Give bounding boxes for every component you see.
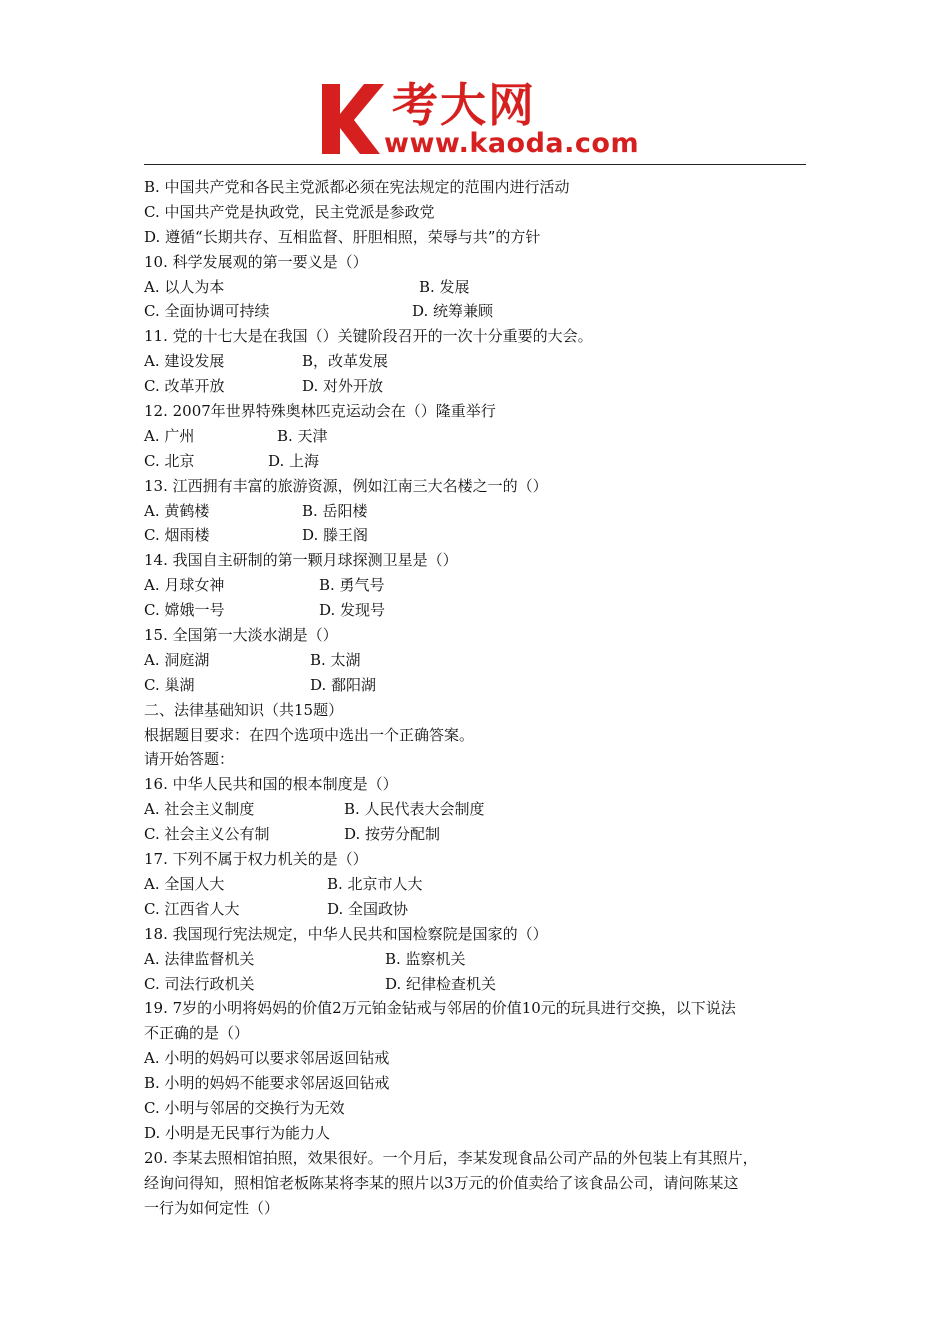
text-line: 20. 李某去照相馆拍照，效果很好。一个月后，李某发现食品公司产品的外包装上有其照片， — [144, 1148, 758, 1167]
document-body — [144, 175, 814, 1220]
option-row — [144, 797, 814, 822]
text-line: 15. 全国第一大淡水湖是（） — [144, 626, 338, 645]
text-line: B. 小明的妈妈不能要求邻居返回钻戒 — [144, 1074, 390, 1093]
option-row — [144, 424, 814, 449]
option-right: B. 岳阳楼 — [302, 501, 368, 520]
text-line: 二、法律基础知识（共15题） — [144, 700, 344, 719]
option-left: A. 洞庭湖 — [144, 650, 210, 669]
text-line: D. 小明是无民事行为能力人 — [144, 1123, 331, 1142]
option-row — [144, 972, 814, 997]
option-right: B，改革发展 — [302, 352, 389, 371]
option-left: C. 烟雨楼 — [144, 526, 210, 545]
option-left: A. 广州 — [144, 426, 195, 445]
option-right: B. 人民代表大会制度 — [344, 800, 485, 819]
option-row — [144, 499, 814, 524]
option-row — [144, 872, 814, 897]
option-right: B. 勇气号 — [319, 576, 385, 595]
text-line: 10. 科学发展观的第一要义是（） — [144, 252, 368, 271]
text-line: 11. 党的十七大是在我国（）关键阶段召开的一次十分重要的大会。 — [144, 327, 593, 346]
text-line: 一行为如何定性（） — [144, 1198, 280, 1217]
text-line: C. 中国共产党是执政党，民主党派是参政党 — [144, 202, 435, 221]
option-left: A. 建设发展 — [144, 352, 225, 371]
text-line: 12. 2007年世界特殊奥林匹克运动会在（）隆重举行 — [144, 402, 496, 421]
option-row — [144, 947, 814, 972]
option-right: B. 发展 — [419, 277, 470, 296]
option-left: A. 法律监督机关 — [144, 949, 255, 968]
option-left: A. 社会主义制度 — [144, 800, 255, 819]
text-line: 经询问得知，照相馆老板陈某将李某的照片以3万元的价值卖给了该食品公司，请问陈某这 — [144, 1173, 739, 1192]
kaoda-logo — [318, 78, 638, 160]
option-row — [144, 648, 814, 673]
option-left: C. 社会主义公有制 — [144, 825, 270, 844]
logo-url: www.kaoda.com — [384, 128, 640, 159]
option-left: A. 黄鹤楼 — [144, 501, 210, 520]
option-left: A. 月球女神 — [144, 576, 225, 595]
option-row — [144, 349, 814, 374]
option-row — [144, 673, 814, 698]
text-line: C. 小明与邻居的交换行为无效 — [144, 1098, 345, 1117]
option-row — [144, 822, 814, 847]
text-line: A. 小明的妈妈可以要求邻居返回钻戒 — [144, 1049, 390, 1068]
logo-text: 考大网 — [392, 78, 536, 132]
text-line: 19. 7岁的小明将妈妈的价值2万元铂金钻戒与邻居的价值10元的玩具进行交换，以下说法 — [144, 999, 736, 1018]
option-row — [144, 299, 814, 324]
option-left: A. 全国人大 — [144, 874, 225, 893]
option-right: B. 太湖 — [310, 650, 361, 669]
option-right: D. 发现号 — [319, 601, 386, 620]
option-left: C. 江西省人大 — [144, 899, 240, 918]
option-row — [144, 449, 814, 474]
option-right: B. 北京市人大 — [327, 874, 423, 893]
text-line: 请开始答题： — [144, 750, 235, 769]
text-line: D. 遵循“长期共存、互相监督、肝胆相照，荣辱与共”的方针 — [144, 227, 541, 246]
option-right: B. 天津 — [277, 426, 328, 445]
option-right: D. 滕王阁 — [302, 526, 369, 545]
text-line: B. 中国共产党和各民主党派都必须在宪法规定的范围内进行活动 — [144, 178, 570, 196]
option-left: C. 改革开放 — [144, 377, 225, 396]
option-row — [144, 275, 814, 300]
option-row — [144, 897, 814, 922]
text-line: 18. 我国现行宪法规定，中华人民共和国检察院是国家的（） — [144, 924, 548, 943]
option-right: D. 纪律检查机关 — [385, 974, 497, 993]
text-line: 16. 中华人民共和国的根本制度是（） — [144, 775, 398, 794]
option-left: C. 司法行政机关 — [144, 974, 255, 993]
k-logo-icon — [318, 80, 388, 158]
option-row — [144, 573, 814, 598]
option-row — [144, 374, 814, 399]
text-line: 13. 江西拥有丰富的旅游资源，例如江南三大名楼之一的（） — [144, 476, 548, 495]
option-right: D. 按劳分配制 — [344, 825, 441, 844]
option-right: D. 鄱阳湖 — [310, 675, 377, 694]
header-divider — [144, 164, 806, 165]
option-left: C. 全面协调可持续 — [144, 302, 270, 321]
option-right: D. 对外开放 — [302, 377, 384, 396]
text-line: 根据题目要求：在四个选项中选出一个正确答案。 — [144, 725, 475, 744]
option-left: C. 嫦娥一号 — [144, 601, 225, 620]
option-left: A. 以人为本 — [144, 277, 225, 296]
option-row — [144, 598, 814, 623]
option-left: C. 北京 — [144, 451, 195, 470]
option-row — [144, 523, 814, 548]
text-line: 不正确的是（） — [144, 1024, 250, 1043]
text-line: 14. 我国自主研制的第一颗月球探测卫星是（） — [144, 551, 458, 570]
option-left: C. 巢湖 — [144, 675, 195, 694]
option-right: D. 上海 — [268, 451, 320, 470]
option-right: D. 统筹兼顾 — [412, 302, 494, 321]
option-right: B. 监察机关 — [385, 949, 466, 968]
text-line: 17. 下列不属于权力机关的是（） — [144, 850, 368, 869]
option-right: D. 全国政协 — [327, 899, 409, 918]
